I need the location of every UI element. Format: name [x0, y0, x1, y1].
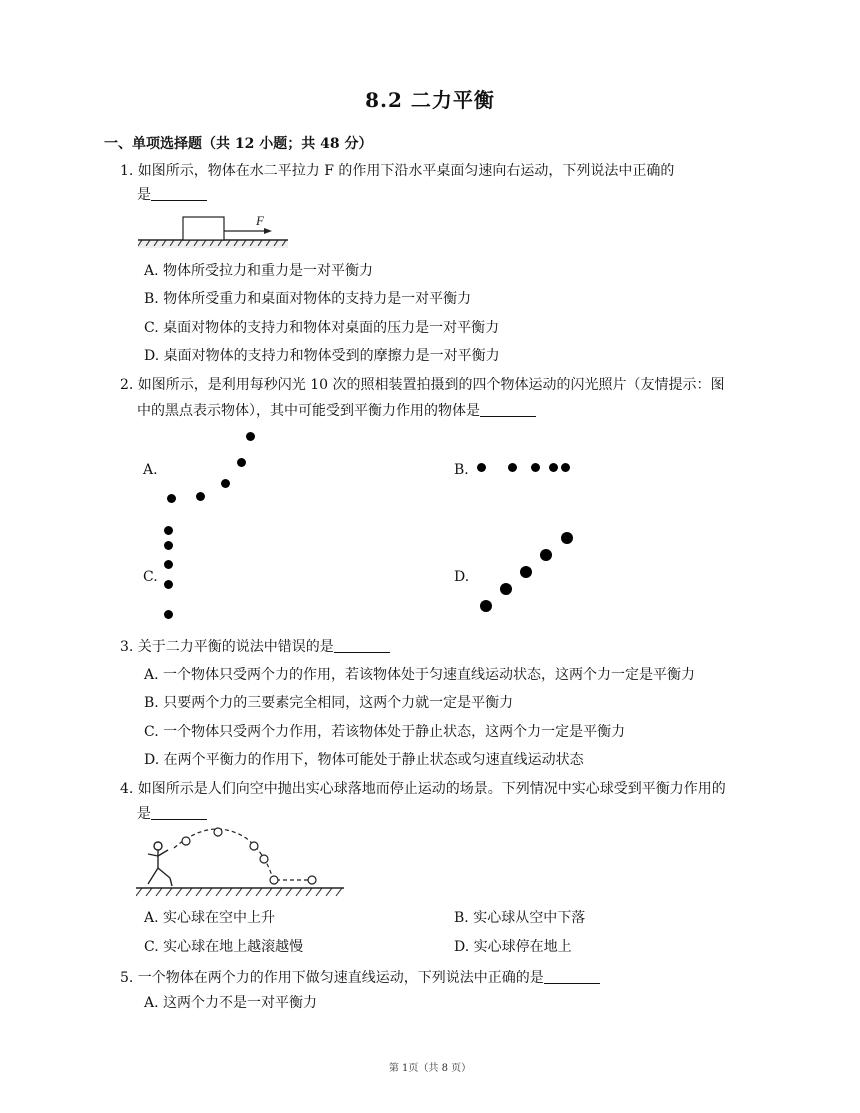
question-1-text-line2: 是: [137, 184, 207, 206]
q3-option-b: B. 只要两个力的三要素完全相同，这两个力就一定是平衡力: [144, 695, 514, 711]
question-1-text: 1. 如图所示，物体在水二平拉力 F 的作用下沿水平桌面匀速向右运动，下列说法中正确的: [120, 163, 675, 179]
flash-dot: [531, 463, 540, 472]
question-4-text: 4. 如图所示是人们向空中抛出实心球落地而停止运动的场景。下列情况中实心球受到平衡力作用的: [120, 781, 726, 797]
q4-option-d: D. 实心球停在地上: [454, 939, 572, 955]
flash-dot: [167, 494, 176, 503]
q4-figure-shot-put-throw: [136, 826, 344, 898]
flash-dot: [520, 566, 532, 578]
q2-label-b: B.: [454, 462, 469, 478]
flash-dot: [164, 610, 173, 619]
flash-dot: [196, 492, 205, 501]
q5-option-a: A. 这两个力不是一对平衡力: [144, 995, 318, 1011]
flash-dot: [500, 583, 512, 595]
answer-blank: [480, 402, 536, 417]
flash-dot: [164, 580, 173, 589]
flash-dot: [480, 600, 492, 612]
q3-option-a: A. 一个物体只受两个力的作用，若该物体处于匀速直线运动状态，这两个力一定是平衡力: [144, 667, 696, 683]
q1-option-c: C. 桌面对物体的支持力和物体对桌面的压力是一对平衡力: [144, 320, 500, 336]
flash-dot: [164, 560, 173, 569]
q4-option-b: B. 实心球从空中下落: [454, 910, 586, 926]
q1-figure-block-on-table: [138, 208, 288, 248]
flash-dot: [549, 463, 558, 472]
flash-dot: [508, 463, 517, 472]
answer-blank: [151, 186, 207, 201]
q3-option-d: D. 在两个平衡力的作用下，物体可能处于静止状态或匀速直线运动状态: [144, 752, 584, 768]
q1-option-d: D. 桌面对物体的支持力和物体受到的摩擦力是一对平衡力: [144, 348, 500, 364]
question-5-text: 5. 一个物体在两个力的作用下做匀速直线运动，下列说法中正确的是: [120, 967, 600, 989]
q2-label-a: A.: [143, 462, 158, 478]
answer-blank: [334, 638, 390, 653]
q4-option-a: A. 实心球在空中上升: [144, 910, 276, 926]
q1-option-a: A. 物体所受拉力和重力是一对平衡力: [144, 263, 374, 279]
q1-option-b: B. 物体所受重力和桌面对物体的支持力是一对平衡力: [144, 291, 472, 307]
flash-dot: [164, 526, 173, 535]
question-2-text-line2: 中的黑点表示物体），其中可能受到平衡力作用的物体是: [137, 400, 536, 422]
question-4-text-line2: 是: [137, 803, 207, 825]
flash-dot: [540, 549, 552, 561]
question-2-text: 2. 如图所示，是利用每秒闪光 10 次的照相装置拍摄到的四个物体运动的闪光照片（友情提示：图: [120, 377, 725, 393]
page-footer: 第 1页（共 8 页）: [388, 1063, 472, 1074]
flash-dot: [237, 458, 246, 467]
flash-dot: [561, 463, 570, 472]
thrower-figure: [148, 842, 172, 886]
answer-blank: [544, 969, 600, 984]
section-heading: 一、单项选择题（共 12 小题；共 48 分）: [104, 136, 373, 152]
flash-dot: [221, 479, 230, 488]
q2-label-c: C.: [143, 569, 158, 585]
q2-label-d: D.: [454, 569, 470, 585]
answer-blank: [151, 805, 207, 820]
q3-option-c: C. 一个物体只受两个力作用，若该物体处于静止状态，这两个力一定是平衡力: [144, 724, 626, 740]
flash-dot: [477, 463, 486, 472]
question-3-text: 3. 关于二力平衡的说法中错误的是: [120, 636, 390, 658]
flash-dot: [164, 541, 173, 550]
ball-positions: [182, 828, 316, 884]
page-title: 8.2 二力平衡: [365, 88, 495, 112]
force-label-f: F: [256, 213, 264, 228]
flash-dot: [246, 432, 255, 441]
q4-option-c: C. 实心球在地上越滚越慢: [144, 939, 304, 955]
flash-dot: [561, 532, 573, 544]
